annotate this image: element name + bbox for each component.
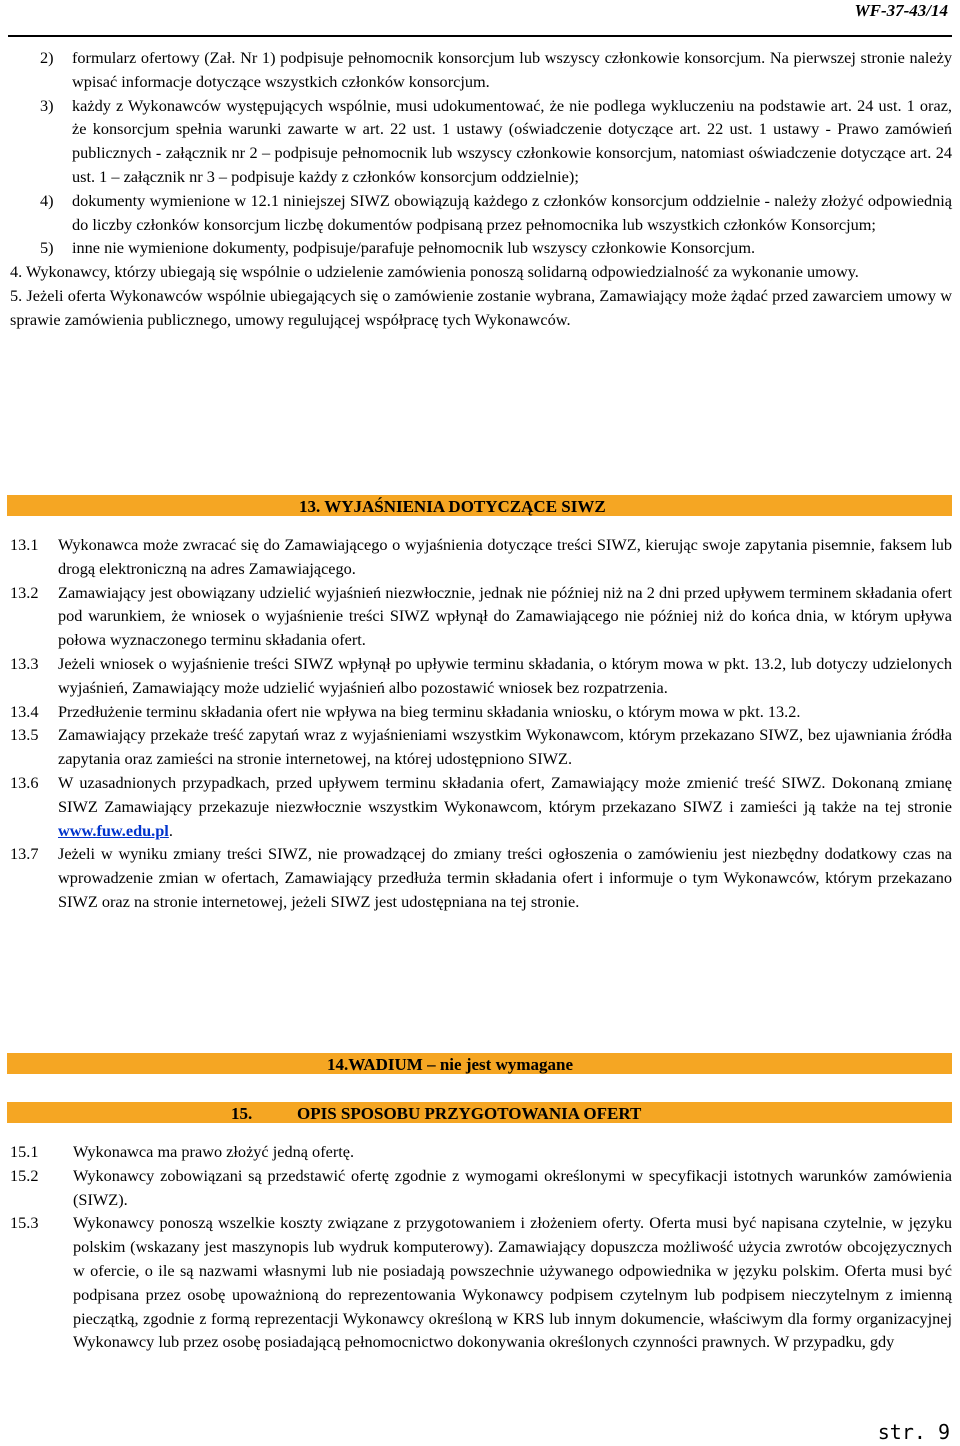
section-13-body [10,533,952,914]
consortium-list [10,46,952,332]
document-code: WF-37-43/14 [854,1,948,20]
section-13-item: 13.3 Jeżeli wniosek o wyjaśnienie treści SIWZ wpłynął po upływie terminu składania, o którym mowa w pkt. 13.2, lub dotyczy udzielonych wyjaśnień, Zamawiający może udzielić wyjaśnień albo pozostawić wniosek bez rozpatrzenia. [10,653,952,697]
section-13-item: 13.5 Zamawiający przekaże treść zapytań wraz z wyjaśnieniami wszystkim Wykonawcom, którym przekazano SIWZ, bez ujawniania źródła zapytania oraz zamieści na stronie internetowej, na której udostępniono SIWZ. [10,725,952,769]
fuw-website-link[interactable]: www.fuw.edu.pl [58,820,169,840]
paragraph-5: 5. Jeżeli oferta Wykonawców wspólnie ubiegających się o zamówienie zostanie wybrana, Zamawiający może żądać przed zawarciem umowy w sprawie zamówienia publicznego, umowy regulującej współpracę tych Wykonawców. [10,285,952,329]
section-13-heading: 13. WYJAŚNIENIA DOTYCZĄCE SIWZ [7,495,952,516]
section-15-item: 15.2 Wykonawcy zobowiązani są przedstawić ofertę zgodnie z wymogami określonymi w specyfikacji istotnych warunków zamówienia (SIWZ). [10,1165,952,1209]
section-15-item: 15.3 Wykonawcy ponoszą wszelkie koszty związane z przygotowaniem i złożeniem oferty. Oferta musi być napisana czytelnie, w języku polskim (wskazany jest maszynopis lub wydruk komputerowy). Zamawiający dopuszcza możliwość użycia zwrotów obcojęzycznych w ofercie, o ile są nazwami własnymi lub nie posiadają powszechnie używanego odpowiednika w języku polskim. Oferta musi być podpisana przez osobę upoważnioną do reprezentowania Wykonawcy podpisem czytelnym lub podpisem nieczytelnym z imienną pieczątką, zgodnie z formą reprezentacji Wykonawcy określoną w KRS lub innym dokumencie, właściwym dla formy organizacyjnej Wykonawcy lub przez osobę posiadającą pełnomocnictwo dokonywania określonych czynności prawnych. W przypadku, gdy [10,1213,952,1352]
page-number: str. 9 [877,1420,950,1444]
section-13-item: 13.1 Wykonawca może zwracać się do Zamawiającego o wyjaśnienia dotyczące treści SIWZ, kierując swoje zapytania pisemnie, faksem lub drogą elektroniczną na adres Zamawiającego. [10,535,952,578]
list-item: 4) dokumenty wymienione w 12.1 niniejszej SIWZ obowiązują każdego z członków konsorcjum oddzielnie - należy złożyć odpowiednią do liczby członków konsorcjum liczbę dokumentów podpisaną przez pełnomocnika lub wszystkich członków Konsorcjum; [40,190,952,234]
list-item: 2) formularz ofertowy (Zał. Nr 1) podpisuje pełnomocnik konsorcjum lub wszyscy członkowie konsorcjum. Na pierwszej stronie należy wpisać informacje dotyczące wszystkich członków konsorcjum. [40,48,952,91]
section-15-item: 15.1 Wykonawca ma prawo złożyć jedną ofertę. [10,1142,355,1161]
header-rule [8,35,952,37]
section-14-heading: 14.WADIUM – nie jest wymagane [7,1053,952,1074]
list-item: 3) każdy z Wykonawców występujących wspólnie, musi udokumentować, że nie podlega wykluczeniu na podstawie art. 24 ust. 1 oraz, że konsorcjum spełnia warunki zawarte w art. 22 ust. 1 ustawy (oświadczenie dotyczące art. 22 ust. 1 ustawy - Prawo zamówień publicznych - załącznik nr 2 – podpisuje pełnomocnik lub wszyscy członkowie konsorcjum, natomiast oświadczenie dotyczące art. 24 ust. 1 – załącznik nr 3 – podpisuje każdy z członków konsorcjum oddzielnie); [40,95,952,186]
section-15-body [10,1140,952,1354]
section-15-heading: 15. OPIS SPOSOBU PRZYGOTOWANIA OFERT [7,1102,952,1123]
section-13-item: 13.7 Jeżeli w wyniku zmiany treści SIWZ, nie prowadzącej do zmiany treści ogłoszenia o zamówieniu jest niezbędny dodatkowy czas na wprowadzenie zmian w ofertach, Zamawiający przedłuża termin składania ofert i informuje o tym Wykonawców, którym przekazano SIWZ oraz na stronie internetowej, jeżeli SIWZ jest udostępniana na tej stronie. [10,844,952,911]
section-13-item: 13.2 Zamawiający jest obowiązany udzielić wyjaśnień niezwłocznie, jednak nie później niż na 2 dni przed upływem terminem składania ofert pod warunkiem, że wniosek o wyjaśnienie treści SIWZ wpłynął do Zamawiającego nie później niż do końca dnia, w którym upływa połowa wyznaczonego terminu składania ofert. [10,582,952,650]
paragraph-4: 4. Wykonawcy, którzy ubiegają się wspólnie o udzielenie zamówienia ponoszą solidarną odpowiedzialność za wykonanie umowy. [10,262,859,282]
list-item: 5) inne nie wymienione dokumenty, podpisuje/parafuje pełnomocnik lub wszyscy członkowie Konsorcjum. [40,238,756,258]
section-13-item: 13.4 Przedłużenie terminu składania ofert nie wpływa na bieg terminu składania wniosku, o którym mowa w pkt. 13.2. [10,701,801,721]
section-13-item: 13.6 W uzasadnionych przypadkach, przed upływem terminu składania ofert, Zamawiający może zmienić treść SIWZ. Dokonaną zmianę SIWZ Zamawiający przekazuje niezwłocznie wszystkim Wykonawcom, którym przekazano SIWZ i zamieści ją także na tej stronie www.fuw.edu.pl. [10,772,952,840]
